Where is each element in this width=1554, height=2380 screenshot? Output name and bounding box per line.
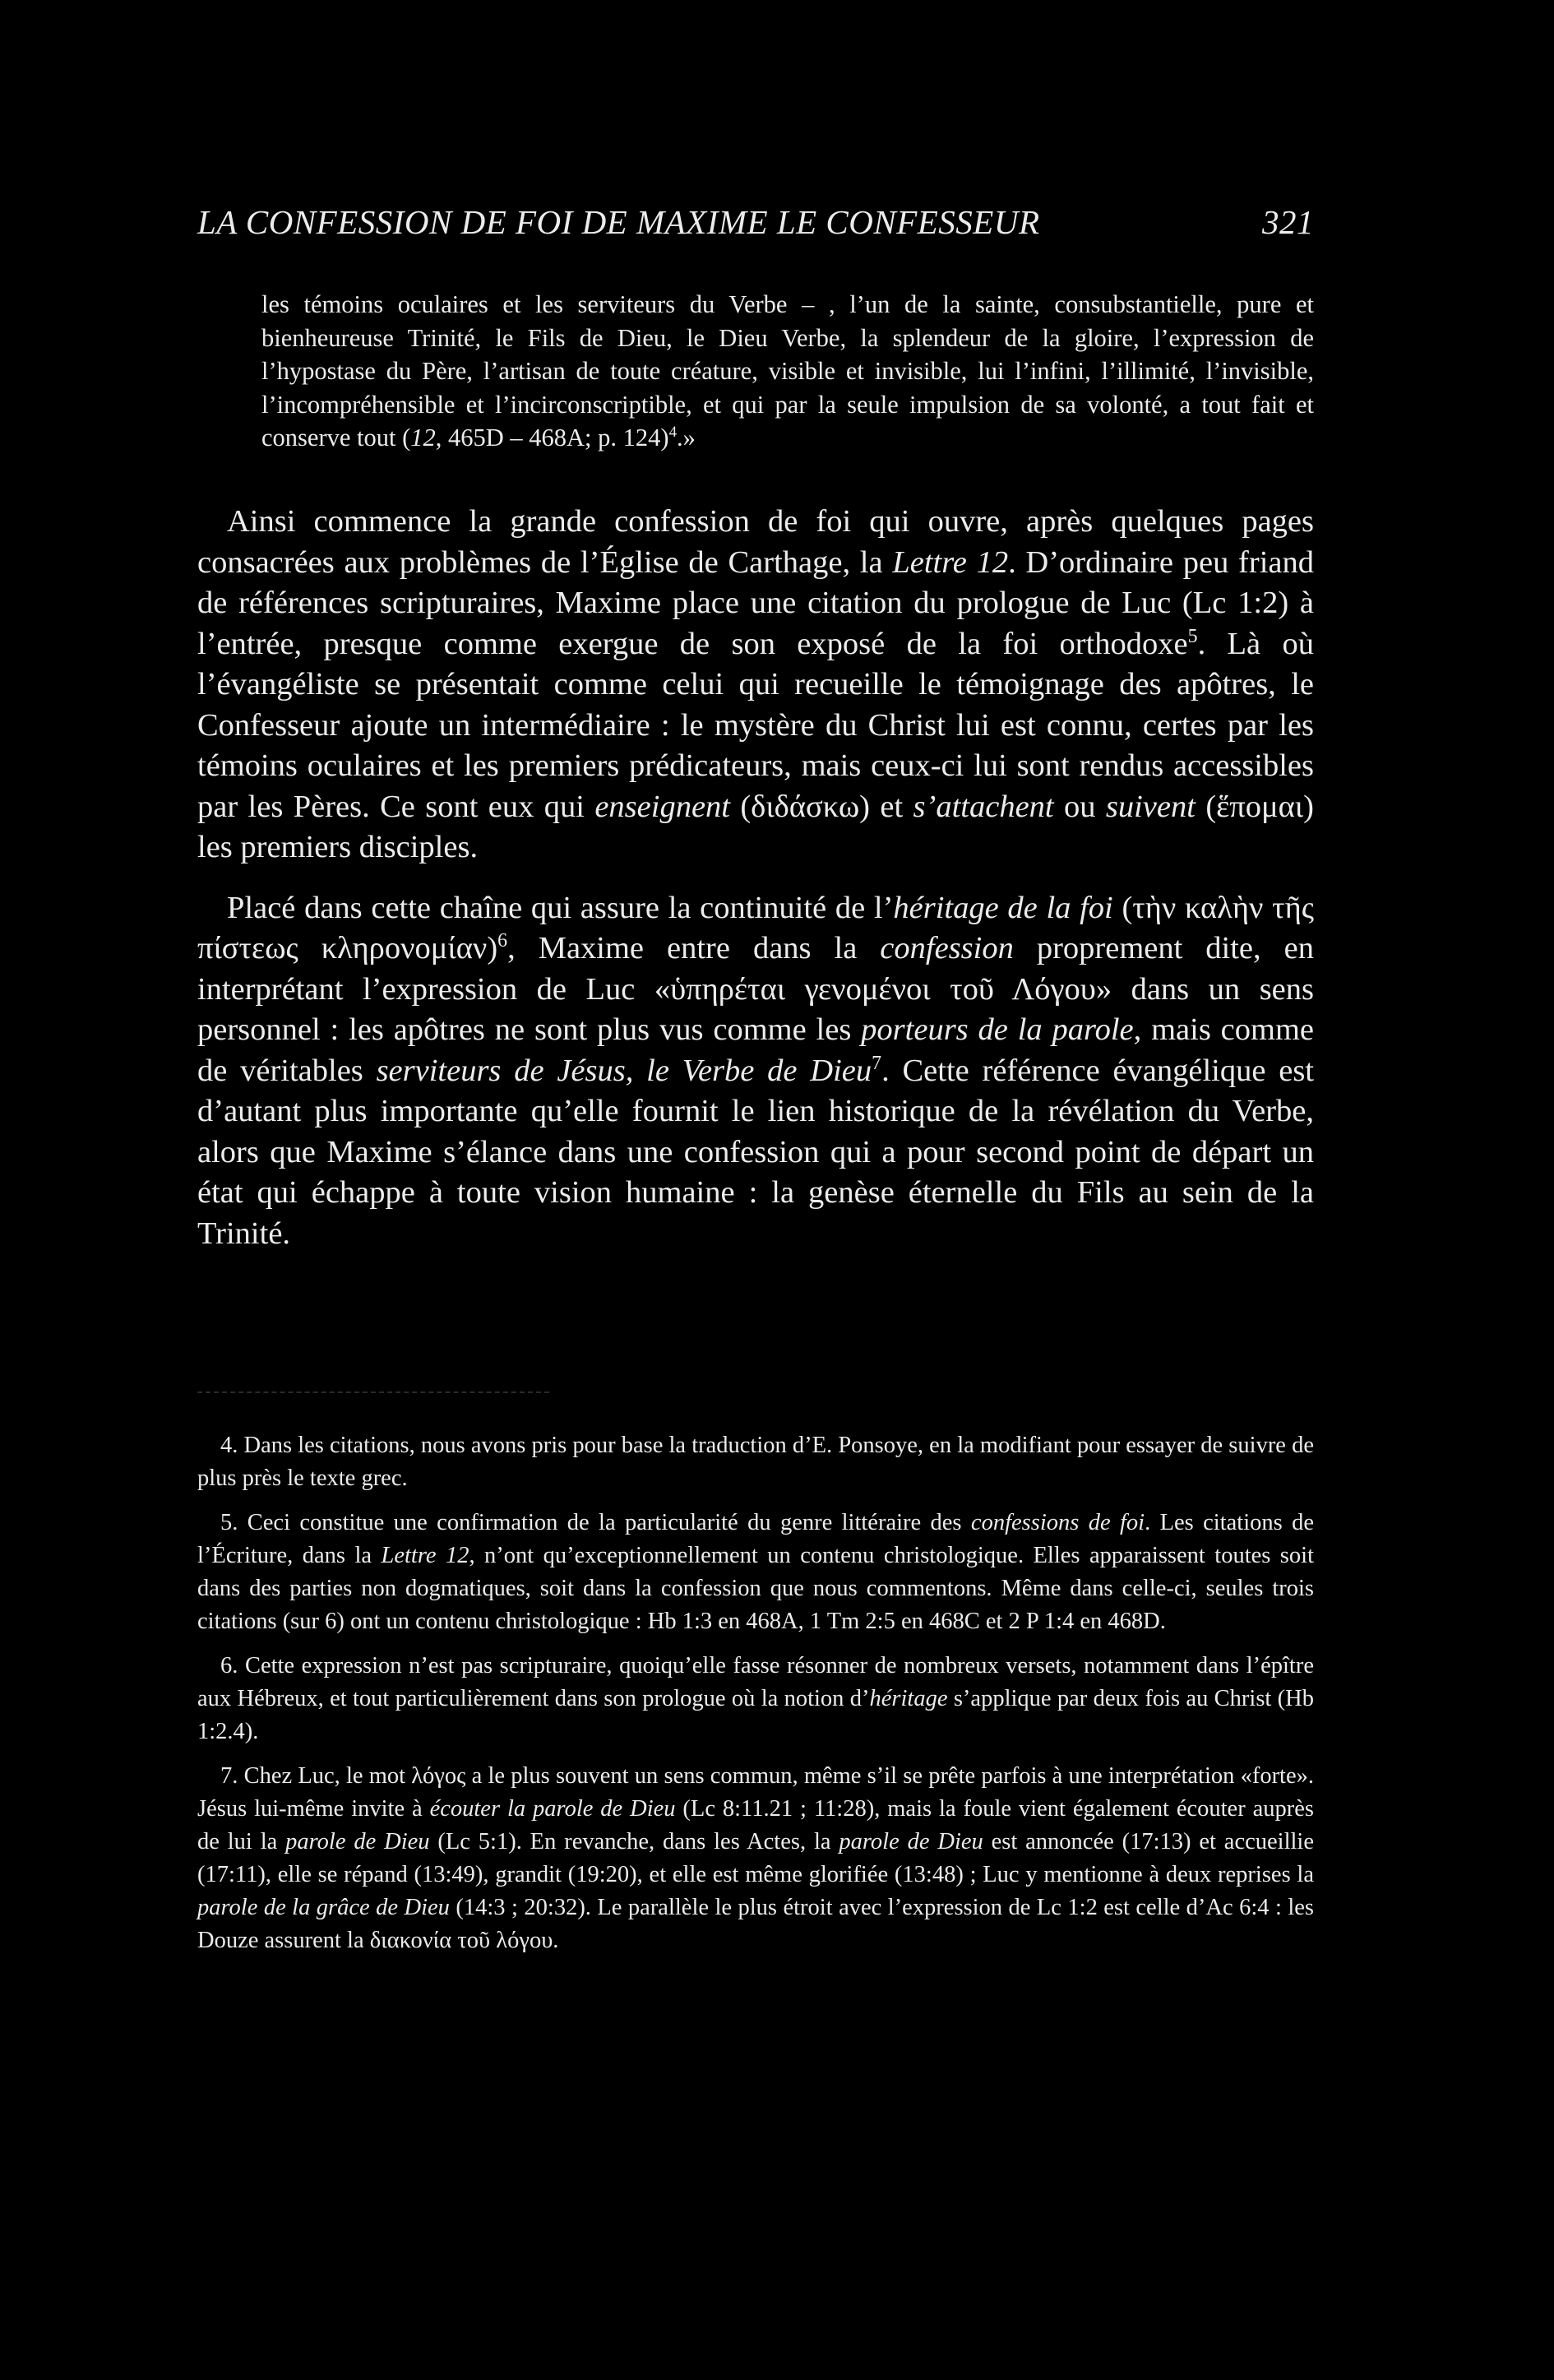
emphasis: Lettre 12	[381, 1543, 469, 1568]
text-run: Placé dans cette chaîne qui assure la continuité de l’	[227, 890, 894, 925]
text-run: s’applique par deux fois au Christ (Hb 1:2.4).	[197, 1686, 1314, 1744]
footnote-ref-4[interactable]: 4	[668, 423, 678, 441]
text-run: 5. Ceci constitue une confirmation de la particularité du genre littéraire des	[220, 1510, 971, 1535]
text-run: 7. Chez Luc, le mot λόγος a le plus souvent un sens commun, même s’il se prête parfois à une interprétation «forte». Jésus lui-même invite à	[197, 1763, 1314, 1822]
text-run: . Là où l’évangéliste se présentait comme celui qui recueille le témoignage des apôtres, le Confesseur ajoute un intermédiaire : le mystère du Christ lui est connu, certes par les témoins oculaires et les premiers prédicateurs, mais ceux-ci lui sont rendus accessibles par les Pères. Ce sont eux qui	[197, 626, 1314, 824]
emphasis: confessions de foi	[970, 1510, 1145, 1535]
main-text	[197, 502, 1314, 1254]
text-run: 6. Cette expression n’est pas scripturaire, quoiqu’elle fasse résonner de nombreux versets, notamment dans l’épître aux Hébreux, et tout particulièrement dans son prologue où la notion d’	[197, 1653, 1314, 1711]
paragraph-1	[197, 502, 1314, 868]
text-run: est annoncée (17:13) et accueillie (17:11), elle se répand (13:49), grandit (19:20), et elle est même glorifiée (13:48) ; Luc y mentionne à deux reprises la	[197, 1829, 1314, 1887]
page-number: 321	[1262, 203, 1314, 241]
emphasis: confession	[880, 931, 1014, 965]
emphasis: écouter la parole de Dieu	[429, 1796, 676, 1822]
emphasis: héritage	[869, 1686, 948, 1711]
emphasis: s’attachent	[913, 789, 1054, 824]
emphasis: enseignent	[594, 789, 730, 824]
title-lettre-12: Lettre 12	[892, 544, 1009, 580]
text-run: (τὴν καλὴν τῆς πίστεως κληρονομίαν)	[197, 890, 1314, 965]
text-run: (διδάσκω) et	[729, 789, 913, 824]
emphasis: héritage de la foi	[893, 890, 1113, 925]
emphasis: parole de la grâce de Dieu	[197, 1895, 450, 1920]
text-run: proprement dite, en interprétant l’expression de Luc «ὑπηρέται γενομένοι τοῦ Λόγου» dans un sens personnel : les apôtres ne sont plus vus comme les	[197, 931, 1314, 1047]
text-run: ou	[1053, 789, 1106, 824]
text-run: (Lc 5:1). En revanche, dans les Actes, la	[429, 1829, 839, 1854]
text-run: (ἕπομαι) les premiers disciples.	[197, 789, 1314, 864]
block-quote	[261, 288, 1314, 455]
emphasis: porteurs de la parole	[861, 1012, 1134, 1047]
text-run: . Cette référence évangélique est d’autant plus importante qu’elle fournit le lien historique de la révélation du Verbe, alors que Maxime s’élance dans une confession qui a pour second point de départ un état qui échappe à toute vision humaine : la genèse éternelle du Fils au sein de la Trinité.	[197, 1053, 1314, 1251]
text-run: , Maxime entre dans la	[507, 931, 881, 965]
text-run: Ainsi commence la grande confession de foi qui ouvre, après quelques pages consacrées aux problèmes de l’Église de Carthage, la	[197, 504, 1314, 580]
footnote-5	[197, 1507, 1314, 1638]
emphasis: serviteurs de Jésus, le Verbe de Dieu	[376, 1053, 872, 1088]
text-run: (Lc 8:11.21 ; 11:28), mais la foule vient également écouter auprès de lui la	[197, 1796, 1314, 1854]
footnote-ref-6[interactable]: 6	[497, 930, 508, 952]
footnotes	[197, 1429, 1314, 1957]
quote-close: .»	[677, 424, 696, 451]
text-run: , n’ont qu’exceptionnellement un contenu christologique. Elles apparaissent toutes soit dans des parties non dogmatiques, soit dans la confession que nous commentons. Même dans celle-ci, seules trois citations (sur 6) ont un contenu christologique : Hb 1:3 en 468A, 1 Tm 2:5 en 468C et 2 P 1:4 en 468D.	[197, 1543, 1314, 1634]
footnote-ref-7[interactable]: 7	[872, 1052, 882, 1074]
footnote-7	[197, 1760, 1314, 1957]
running-title: LA CONFESSION DE FOI DE MAXIME LE CONFESSEUR	[197, 203, 1040, 241]
footnote-divider	[197, 1391, 549, 1393]
quote-ref-rest: , 465D – 468A; p. 124)	[435, 424, 669, 451]
footnote-ref-5[interactable]: 5	[1187, 625, 1198, 647]
paragraph-2	[197, 888, 1314, 1255]
emphasis: suivent	[1105, 789, 1196, 824]
running-header	[197, 202, 1314, 242]
text-run: (14:3 ; 20:32). Le parallèle le plus étroit avec l’expression de Lc 1:2 est celle d’Ac 6:4 : les Douze assurent la διακονία τοῦ λόγου.	[197, 1895, 1315, 1953]
quote-text: les témoins oculaires et les serviteurs du Verbe – , l’un de la sainte, consubstantielle, pure et bienheureuse Trinité, le Fils de Dieu, le Dieu Verbe, la splendeur de la gloire, l’expression de l’hypostase du Père, l’artisan de toute créature, visible et invisible, lui l’infini, l’illimité, l’invisible, l’incompréhensible et l’incirconscriptible, et qui par la seule impulsion de sa volonté, a tout fait et conserve tout (	[261, 290, 1314, 451]
text-run: 4. Dans les citations, nous avons pris pour base la traduction d’E. Ponsoye, en la modifiant pour essayer de suivre de plus près le texte grec.	[197, 1433, 1314, 1491]
quote-ref: 12	[410, 424, 436, 451]
text-run: . Les citations de l’Écriture, dans la	[197, 1510, 1314, 1568]
text-run: , mais comme de véritables	[197, 1012, 1314, 1088]
footnote-6	[197, 1650, 1314, 1748]
emphasis: parole de Dieu	[839, 1829, 983, 1854]
footnote-4	[197, 1429, 1314, 1495]
emphasis: parole de Dieu	[285, 1829, 430, 1854]
text-run: . D’ordinaire peu friand de références scripturaires, Maxime place une citation du prologue de Luc (Lc 1:2) à l’entrée, presque comme exergue de son exposé de la foi orthodoxe	[197, 544, 1314, 661]
